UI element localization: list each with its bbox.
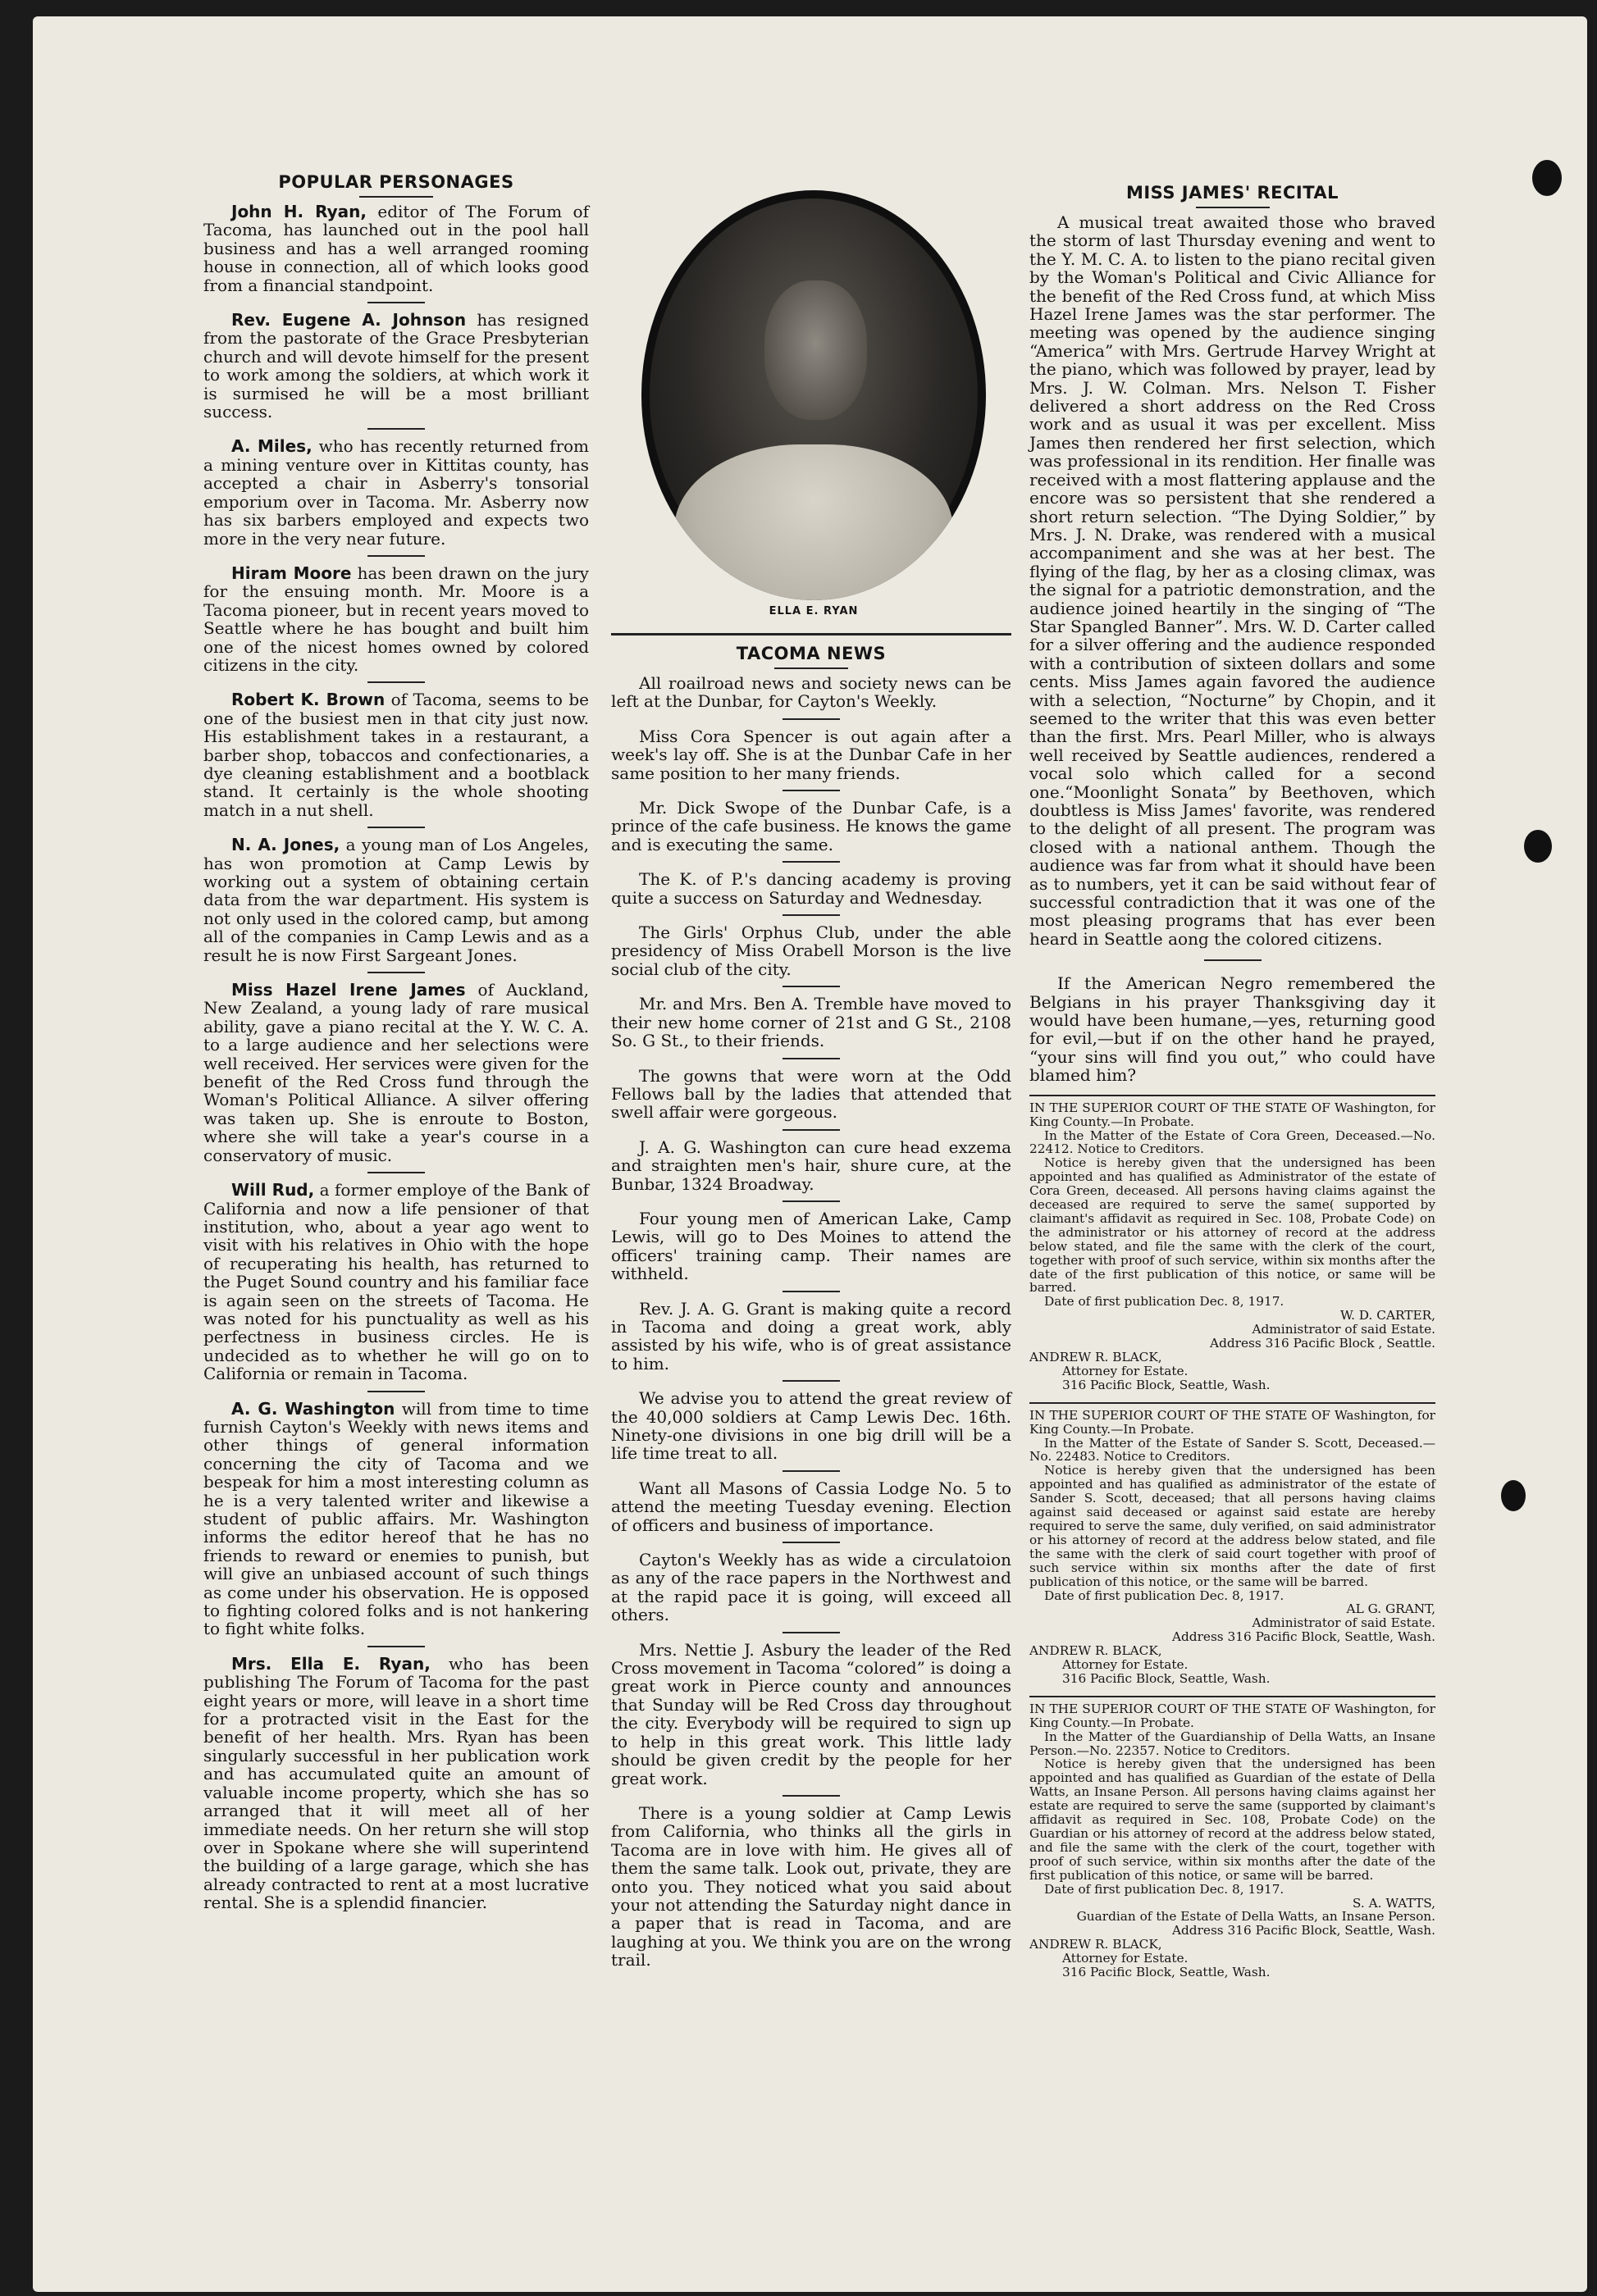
item-separator: [783, 1200, 840, 1202]
photo-caption: ELLA E. RYAN: [769, 605, 859, 617]
notice-signer: S. A. WATTS,: [1352, 1895, 1435, 1911]
heading-rule: [359, 196, 433, 198]
notice-rule: [1029, 1696, 1435, 1697]
item-separator: [367, 1391, 425, 1392]
notice-attorney-for: Attorney for Estate.: [1062, 1657, 1189, 1673]
news-item: J. A. G. Washington can cure head exzema and straighten men's hair, shure cure, at the Bunbar, 1324 Broadway.: [611, 1137, 1011, 1194]
ink-blot: [1532, 160, 1562, 196]
notice-address: Address 316 Pacific Block, Seattle, Wash.: [1171, 1629, 1435, 1645]
notice-signer: AL G. GRANT,: [1346, 1601, 1435, 1617]
news-item: Mrs. Nettie J. Asbury the leader of the Red Cross movement in Tacoma “colored” is doing a great work in Pierce county and announces that Sunday will be Red Cross day throughout the city. Everybody will be required to sign up to help in this great work. This little lady should be given credit by the people for her great work.: [611, 1639, 1011, 1788]
recital-heading: MISS JAMES' RECITAL: [1125, 183, 1339, 203]
item-separator: [783, 1470, 840, 1472]
legal-notices: [1029, 1095, 1435, 1979]
item-separator: [783, 718, 840, 720]
news-item: Mr. and Mrs. Ben A. Tremble have moved to their new home corner of 21st and G St., 2108 So. G St., to their friends.: [611, 994, 1011, 1051]
item-separator: [783, 790, 840, 791]
notice-court: IN THE SUPERIOR COURT OF THE STATE OF Washington, for King County.—In Probate.: [1029, 1407, 1435, 1437]
ink-blot: [1524, 830, 1552, 863]
notice-attorney-address: 316 Pacific Block, Seattle, Wash.: [1062, 1965, 1271, 1980]
recital-column: [1029, 183, 1435, 1979]
heading-rule: [774, 667, 848, 669]
popular-personages-column: [203, 172, 589, 1912]
news-item: The Girls' Orphus Club, under the able presidency of Miss Orabell Morson is the live social club of the city.: [611, 922, 1011, 979]
item-separator: [783, 1129, 840, 1131]
news-item: Mr. Dick Swope of the Dunbar Cafe, is a prince of the cafe business. He knows the game and is executing the same.: [611, 798, 1011, 854]
personage-item: Rev. Eugene A. Johnson has resigned from the pastorate of the Grace Presbyterian church and will devote himself for the present to work among the soldiers, at which work it is surmised he will be a most brilliant success.: [203, 310, 589, 422]
notice-court: IN THE SUPERIOR COURT OF THE STATE OF Washington, for King County.—In Probate.: [1029, 1701, 1435, 1730]
notice-matter: In the Matter of the Estate of Sander S. Scott, Deceased.—No. 22483. Notice to Creditors.: [1029, 1435, 1435, 1465]
notice-rule: [1029, 1402, 1435, 1404]
notice-date: Date of first publication Dec. 8, 1917.: [1044, 1881, 1284, 1897]
item-separator: [783, 1380, 840, 1382]
personage-item: Robert K. Brown of Tacoma, seems to be one of the busiest men in that city just now. His establishment takes in a restaurant, a barber shop, tobaccos and confectionaries, a dye cleaning establishment and a bootblack stand. It certainly is the whole shooting match in a nut shell.: [203, 690, 589, 820]
item-separator: [367, 428, 425, 430]
personage-item: Mrs. Ella E. Ryan, who has been publishing The Forum of Tacoma for the past eight years or more, will leave in a short time for a protracted visit in the East for the benefit of her health. Mrs. Ryan has been singularly successful in her publication work and has accumulated quite an amount of valuable income property, which she has so arranged that it will meet all of her immediate needs. On her return she will stop over in Spokane where she will superintend the building of a large garage, which she has already contracted to rent at a most lucrative rental. She is a splendid financier.: [203, 1653, 589, 1913]
item-separator: [783, 1542, 840, 1543]
notice-matter: In the Matter of the Estate of Cora Green, Deceased.—No. 22412. Notice to Creditors.: [1029, 1128, 1435, 1157]
item-separator: [783, 861, 840, 863]
notice-role: Administrator of said Estate.: [1252, 1615, 1435, 1631]
item-separator: [783, 914, 840, 916]
notice-attorney-for: Attorney for Estate.: [1062, 1363, 1189, 1378]
notice-address: Address 316 Pacific Block, Seattle, Wash.: [1171, 1923, 1435, 1938]
notice-body: Notice is hereby given that the undersigned has been appointed and has qualified as Guardian of the estate of Della Watts, an Insane Person. All persons having claims against her estate are required to serve the same (supported by claimant's affidavit as required in Sec. 108, Probate Code) on the Guardian or his attorney of record at the address below stated, and file the same with the clerk of the court, together with proof of such service, within six months after the date of the first publication of this notice, or same will be barred.: [1029, 1756, 1435, 1883]
personage-item: N. A. Jones, a young man of Los Angeles, has won promotion at Camp Lewis by working out a system of obtaining certain data from the war department. His system is not only used in the colored camp, but among all of the companies in Camp Lewis and as a result he is now First Sargeant Jones.: [203, 835, 589, 965]
tacoma-news-heading: TACOMA NEWS: [736, 644, 887, 663]
item-separator: [367, 972, 425, 973]
item-separator: [367, 1172, 425, 1173]
personage-item: John H. Ryan, editor of The Forum of Tacoma, has launched out in the pool hall business and has a well arranged rooming house in connection, all of which looks good from a financial standpoint.: [203, 202, 589, 295]
personage-item: Miss Hazel Irene James of Auckland, New Zealand, a young lady of rare musical ability, gave a piano recital at the Y. W. C. A. to a large audience and her selections were well received. Her services were given for the benefit of the Red Cross fund through the Woman's Political Alliance. A silver offering was taken up. She is enroute to Boston, where she will take a year's course in a conservatory of music.: [203, 980, 589, 1165]
notice-court: IN THE SUPERIOR COURT OF THE STATE OF Washington, for King County.—In Probate.: [1029, 1100, 1435, 1129]
notice-date: Date of first publication Dec. 8, 1917.: [1044, 1588, 1284, 1603]
personage-item: A. G. Washington will from time to time furnish Cayton's Weekly with news items and other things of general information concerning the city of Tacoma and we bespeak for him a most interesting column as he is a very talented writer and likewise a student of public affairs. Mr. Washington informs the editor hereof that he has no friends to reward or enemies to punish, but will give an unbiased account of such things as come under his observation. He is opposed to fighting colored folks and is not hankering to fight white folks.: [203, 1398, 589, 1639]
notice-attorney-address: 316 Pacific Block, Seattle, Wash.: [1062, 1670, 1271, 1686]
notice-attorney: ANDREW R. BLACK,: [1029, 1643, 1162, 1659]
news-item: There is a young soldier at Camp Lewis from California, who thinks all the girls in Tacoma are in love with him. He gives all of them the same talk. Look out, private, they are onto you. They noticed what you said about your not attending the Saturday night dance in a paper that is read in Tacoma, and are laughing at you. We think you are on the wrong trail.: [611, 1802, 1011, 1970]
news-item: Cayton's Weekly has as wide a circulatoion as any of the race papers in the Northwest and at the rapid pace it is going, will exceed all others.: [611, 1550, 1011, 1625]
news-item: Four young men of American Lake, Camp Lewis, will go to Des Moines to attend the officers' training camp. Their names are withheld.: [611, 1208, 1011, 1284]
notice-body: Notice is hereby given that the undersigned has been appointed and has qualified as administrator of the estate of Sander S. Scott, deceased; that all persons having claims against said deceased or against said estate are hereby required to serve the same, duly verified, on said administrator or his attorney of record at the address below stated, and file the same with the clerk of said court together with proof of such service within six months after the date of first publication of this notice, or the same will be barred.: [1029, 1463, 1435, 1589]
news-item: Rev. J. A. G. Grant is making quite a record in Tacoma and doing a great work, ably assisted by his wife, who is of great assistance to him.: [611, 1298, 1011, 1374]
personage-item: A. Miles, who has recently returned from a mining venture over in Kittitas county, has accepted a chair in Asberry's tonsorial emporium over in Tacoma. Mr. Asberry now has six barbers employed and expects two more in the very near future.: [203, 436, 590, 549]
popular-personages-heading: POPULAR PERSONAGES: [278, 172, 514, 192]
item-separator: [783, 986, 840, 987]
item-separator: [367, 1646, 425, 1647]
item-separator: [783, 1058, 840, 1059]
notice-attorney: ANDREW R. BLACK,: [1029, 1937, 1162, 1952]
news-item: All roailroad news and society news can be left at the Dunbar, for Cayton's Weekly.: [611, 673, 1011, 712]
news-item: Miss Cora Spencer is out again after a week's lay off. She is at the Dunbar Cafe in her same position to her many friends.: [611, 726, 1011, 783]
notice-matter: In the Matter of the Guardianship of Della Watts, an Insane Person.—No. 22357. Notice to Creditors.: [1029, 1729, 1435, 1758]
item-separator: [783, 1632, 840, 1633]
item-separator: [367, 302, 425, 303]
notice-role: Administrator of said Estate.: [1252, 1322, 1435, 1337]
heading-rule: [1196, 207, 1270, 208]
notice-address: Address 316 Pacific Block , Seattle.: [1210, 1336, 1435, 1351]
news-item: The K. of P.'s dancing academy is proving quite a success on Saturday and Wednesday.: [611, 869, 1011, 908]
item-separator: [367, 681, 425, 683]
recital-article: A musical treat awaited those who braved the storm of last Thursday evening and went to the Y. M. C. A. to listen to the piano recital given by the Woman's Political and Civic Alliance for the benefit of the Red Cross fund, at which Miss Hazel Irene James was the star performer. The meeting was opened by the audience singing “America” with Mrs. Gertrude Harvey Wright at the piano, which was followed by prayer, lead by Mrs. J. W. Colman. Mrs. Nelson T. Fisher delivered a short address on the Red Cross work and as usual it was per excellent. Miss James then rendered her first selection, which was professional in its rendition. Her finalle was received with a most flattering applause and the encore was so persistent that she rendered a short return selection. “The Dying Soldier,” by Mrs. J. N. Drake, was rendered with a musical accompaniment and she was at her best. The flying of the flag, by her as a closing climax, was the signal for a patriotic demonstration, and the audience joined heartily in the singing of “The Star Spangled Banner”. Mrs. W. D. Carter called for a silver offering and the audience responded with a contribution of sixteen dollars and some cents. Miss James again favored the audience with a selection, “Nocturne” by Chopin, and it seemed to the writer that this was even better than the first. Mrs. Pearl Miller, who is always well received by Seattle audiences, rendered a vocal solo which called for a second one.“Moonlight Sonata” by Beethoven, which doubtless is Miss James' favorite, was rendered to the delight of all present. The program was closed with a national anthem. Though the audience was far from what it should have been as to numbers, yet it can be said without fear of successful contradiction that it was one of the most pleasing programs that has ever been heard in Seattle aong the colored citizens.: [1029, 212, 1435, 949]
notice-signer: W. D. CARTER,: [1340, 1308, 1435, 1323]
tacoma-news-column: [611, 623, 1011, 1970]
item-separator: [783, 1291, 840, 1292]
item-separator: [367, 555, 425, 557]
portrait-photo: [641, 190, 986, 600]
item-separator: [1204, 959, 1262, 961]
notice-attorney-address: 316 Pacific Block, Seattle, Wash.: [1062, 1377, 1271, 1392]
personage-item: Will Rud, a former employe of the Bank of California and now a life pensioner of that institution, who, about a year ago went to visit with his relatives in Ohio with the hope of recuperating his health, has returned to the Puget Sound country and his familiar face is again seen on the streets of Tacoma. He was noted for his punctuality as well as his perfectness in business circles. He is undecided as to whether he will go on to California or remain in Tacoma.: [203, 1180, 589, 1384]
news-item: Want all Masons of Cassia Lodge No. 5 to attend the meeting Tuesday evening. Election of officers and business of importance.: [611, 1478, 1011, 1535]
news-item: The gowns that were worn at the Odd Fellows ball by the ladies that attended that swell affair were gorgeous.: [611, 1065, 1011, 1123]
notice-rule: [1029, 1095, 1435, 1096]
news-item: We advise you to attend the great review of the 40,000 soldiers at Camp Lewis Dec. 16th. Ninety-one divisions in one big drill will be a life time treat to all.: [611, 1388, 1011, 1464]
negro-paragraph: If the American Negro remembered the Belgians in his prayer Thanksgiving day it would have been humane,—yes, returning good for evil,—but if on the other hand he prayed, “your sins will find you out,” who could have blamed him?: [1029, 973, 1435, 1086]
notice-role: Guardian of the Estate of Della Watts, an Insane Person.: [1076, 1909, 1435, 1925]
notice-attorney: ANDREW R. BLACK,: [1029, 1350, 1162, 1364]
notice-body: Notice is hereby given that the undersigned has been appointed and has qualified as Administrator of the estate of Cora Green, deceased. All persons having claims against the deceased are required to serve the same( supported by claimant's affidavit as required in Sec. 108, Probate Code) on the administrator or his attorney of record at the address below stated, and file the same with the clerk of the court, together with proof of such service, within six months after the date of the first publication of this notice, or same will be barred.: [1029, 1155, 1435, 1296]
personage-item: Hiram Moore has been drawn on the jury for the ensuing month. Mr. Moore is a Tacoma pioneer, but in recent years moved to Seattle where he has bought and built him one of the nicest homes owned by colored citizens in the city.: [203, 563, 589, 675]
notice-date: Date of first publication Dec. 8, 1917.: [1044, 1294, 1284, 1310]
section-rule: [611, 633, 1011, 636]
item-separator: [367, 827, 425, 828]
item-separator: [783, 1795, 840, 1797]
ink-blot: [1501, 1480, 1526, 1511]
notice-attorney-for: Attorney for Estate.: [1062, 1951, 1189, 1966]
